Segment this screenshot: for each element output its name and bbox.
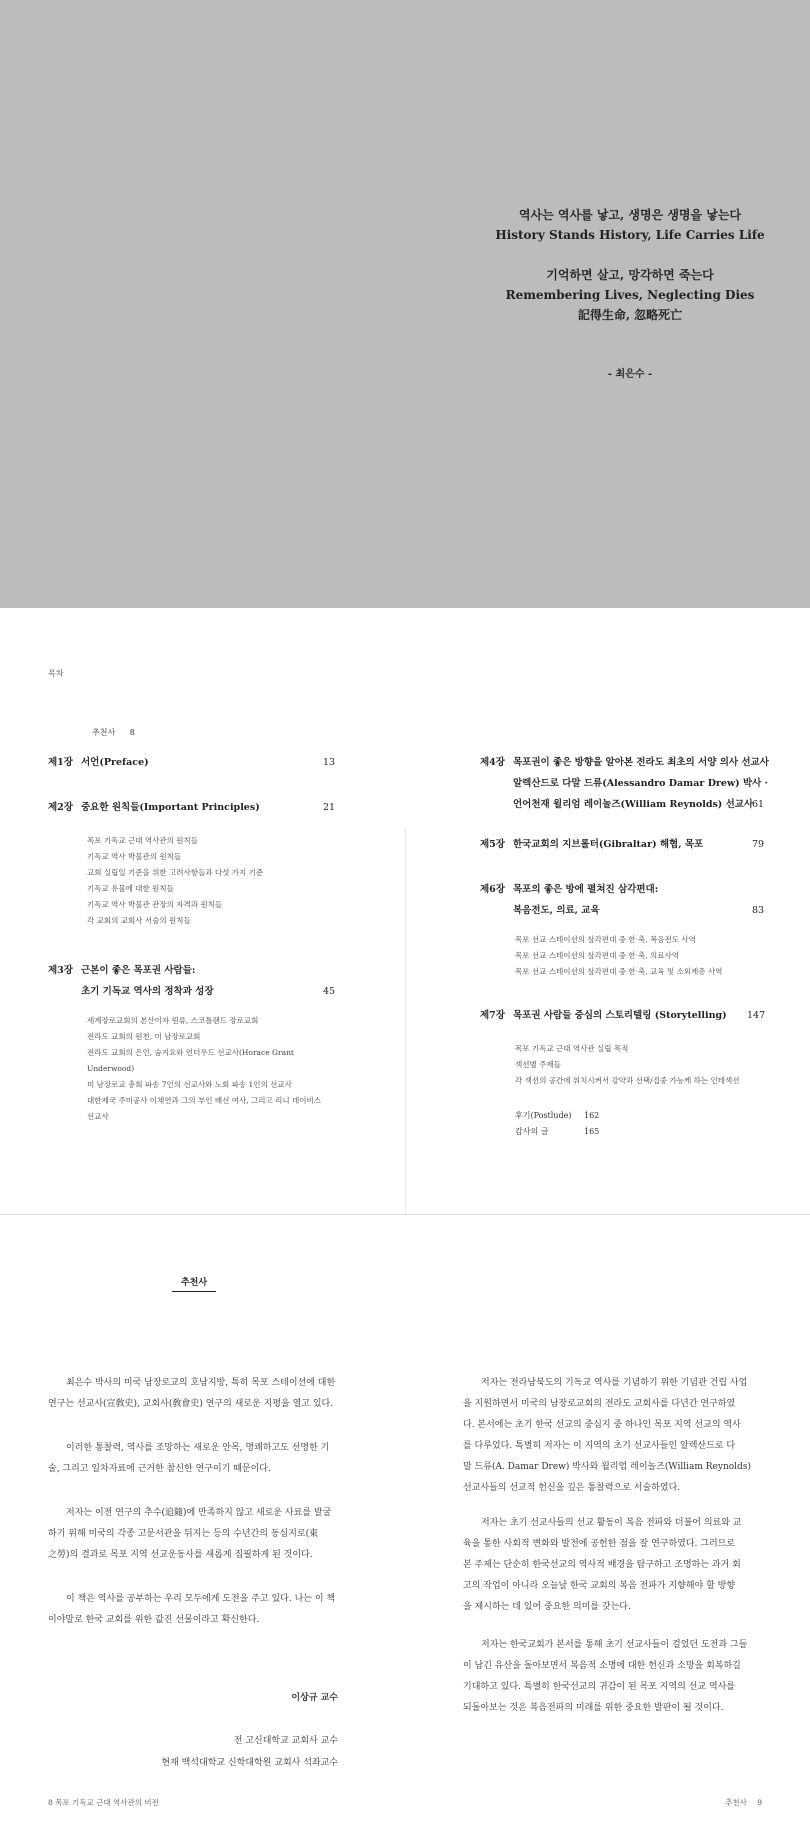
text-line: 이러한 통찰력, 역사를 조망하는 새로운 안목, 명쾌하고도 선명한 기	[66, 1443, 330, 1453]
chapter-title: 한국교회의 지브롤터(Gibraltar) 해협, 목포	[513, 839, 704, 850]
text-line: 저자는 초기 선교사들의 선교 활동이 복음 전파와 더불어 의료와 교	[481, 1518, 742, 1528]
left-paragraph-1	[48, 1373, 335, 1415]
text-line: 기대하고 있다. 특별히 한국선교의 귀감이 된 목포 지역의 선교 역사를	[463, 1682, 736, 1692]
section-item: 대한제국 주미공사 이채연과 그의 부인 배선 여사, 그리고 리니 데이비스	[87, 1096, 321, 1105]
section-item: 목포 선교 스테이션의 삼각편대 중 한 축, 교육 및 소외계층 사역	[515, 967, 723, 976]
motto-block-2	[470, 265, 790, 325]
text-line: 을 제시하는 데 있어 중요한 의미를 갖는다.	[463, 1602, 631, 1612]
section-item: 전라도 교회의 은인, 숨지요와 언더우드 선교사(Horace Grant	[87, 1048, 294, 1057]
text-line: 이 남긴 유산을 돌아보면서 복음적 소명에 대한 헌신과 소망을 회복하길	[463, 1661, 741, 1671]
section-item: 각 교회의 교회사 서술의 원칙들	[87, 916, 191, 925]
section-item: Underwood)	[87, 1064, 135, 1073]
signature-title-1: 전 고신대학교 교회사 교수	[233, 1736, 338, 1746]
section-item: 선교사	[87, 1112, 109, 1121]
chapter-number: 제7장	[480, 1010, 505, 1021]
section-item: 각 섹션의 공간에 위치시켜서 강약과 선택/집중 가능케 하는 인테섹션	[515, 1076, 740, 1085]
text-line: 저자는 한국교회가 본서를 통해 초기 선교사들이 걸었던 도전과 그들	[481, 1640, 748, 1650]
motto-english-2: Remembering Lives, Neglecting Dies	[505, 288, 755, 302]
chapter-6-sections	[515, 932, 722, 980]
section-item: 기독교 역사 박물관의 원칙들	[87, 852, 182, 861]
section-item: 기독교 유물에 대한 원칙들	[87, 884, 174, 893]
text-line: 최은수 박사의 미국 남장로교의 호남지방, 특히 목포 스테이션에 대한	[66, 1378, 336, 1388]
text-line: 하기 위해 미국의 각종 고문서관을 뒤지는 등의 수년간의 동심지로(東	[48, 1529, 319, 1539]
toc-label: 목차	[48, 669, 64, 678]
left-paragraph-4	[48, 1589, 335, 1631]
chapter-title-line1: 목포의 좋은 방에 펼쳐진 삼각편대:	[513, 884, 659, 895]
toc-recommend-label: 추천사	[92, 728, 116, 737]
toc-recommend[interactable]	[92, 725, 135, 741]
chapter-page: 61	[752, 799, 765, 810]
chapter-title-line1: 목포권이 좋은 방향을 알아본 전라도 최초의 서양 의사 선교사	[513, 757, 769, 768]
cover-page	[0, 0, 810, 608]
section-item: 목포 기독교 근대 역사관 실립 목적	[515, 1044, 629, 1053]
section-item: 목포 기독교 근대 역사관의 원칙들	[87, 836, 198, 845]
text-line: 선교사들의 선교적 헌신을 깊은 통찰력으로 서술하였다.	[463, 1483, 681, 1493]
chapter-3-sections	[87, 1013, 321, 1125]
chapter-number: 제1장	[48, 757, 73, 768]
text-line: 다. 본서에는 초기 한국 선교의 중심지 중 하나인 목포 지역 선교의 역사	[463, 1420, 741, 1430]
chapter-title-line1: 근본이 좋은 목포권 사람들:	[81, 965, 196, 976]
motto-korean-2: 기억하면 살고, 망각하면 죽는다	[546, 268, 714, 282]
text-line: 저자는 이전 연구의 추수(追隨)에 만족하지 않고 새로운 사료를 발굴	[66, 1508, 332, 1518]
foreword-page	[0, 1215, 810, 1821]
motto-chinese: 記得生命, 忽略死亡	[577, 308, 683, 322]
postlude-page: 162	[584, 1111, 600, 1120]
toc-thanks[interactable]	[515, 1124, 635, 1140]
chapter-page: 45	[323, 986, 336, 997]
chapter-title: 목포권 사람들 중심의 스토리텔링 (Storytelling)	[513, 1010, 727, 1021]
section-item: 기독교 역사 박물관 관장의 자격과 원칙들	[87, 900, 223, 909]
toc-postlude[interactable]	[515, 1108, 635, 1124]
section-item: 전라도 교회의 원천, 미 남장로교회	[87, 1032, 201, 1041]
motto-english: History Stands History, Life Carries Life	[495, 228, 765, 242]
toc-chapter-3[interactable]	[48, 960, 336, 1002]
chapter-number: 제5장	[480, 839, 505, 850]
chapter-title-line2: 알렉산드로 다말 드류(Alessandro Damar Drew) 박사 ·	[513, 778, 768, 789]
thanks-page: 165	[584, 1127, 600, 1136]
text-line: 연구는 선교사(宣敎史), 교회사(敎會史) 연구의 새로운 지평을 열고 있다.	[48, 1399, 334, 1409]
text-line: 을 지원하면서 미국의 남장로교회의 전라도 교회사를 다년간 연구하였	[463, 1399, 736, 1409]
chapter-page: 83	[752, 905, 765, 916]
footer-page-number: 9	[757, 1798, 762, 1807]
section-item: 세계장로교회의 본산이자 원류, 스코틀랜드 장로교회	[87, 1016, 259, 1025]
foreword-title: 추천사	[172, 1275, 216, 1292]
footer-right-label: 추천사	[725, 1798, 747, 1807]
chapter-page: 147	[747, 1010, 766, 1021]
left-paragraph-3	[48, 1503, 331, 1566]
toc-chapter-6[interactable]	[480, 879, 765, 921]
postlude-label: 후기(Postlude)	[515, 1111, 572, 1120]
chapter-title-line2: 복음전도, 의료, 교육	[513, 905, 600, 916]
text-line: 이 책은 역사를 공부하는 우리 모두에게 도전을 주고 있다. 나는 이 책	[66, 1594, 336, 1604]
signature-name: 이상규 교수	[291, 1693, 338, 1703]
chapter-title-line3: 언어천재 윌리엄 레이놀즈(William Reynolds) 선교사	[513, 799, 754, 810]
right-paragraph-3	[463, 1635, 747, 1719]
text-line: 저자는 전라남북도의 기독교 역사를 기념하기 위한 기념관 건립 사업	[481, 1378, 748, 1388]
right-paragraph-2	[463, 1513, 742, 1618]
cover-author: - 최은수 -	[607, 369, 653, 380]
chapter-7-sections	[515, 1041, 739, 1089]
chapter-number: 제2장	[48, 802, 73, 813]
footer-right	[725, 1797, 762, 1808]
chapter-title-line2: 초기 기독교 역사의 정착과 성장	[81, 986, 214, 997]
toc-chapter-4[interactable]	[480, 752, 769, 815]
chapter-title: 서언(Preface)	[81, 757, 149, 768]
chapter-page: 21	[323, 802, 336, 813]
text-line: 본 주제는 단순히 한국선교의 역사적 배경을 탐구하고 조명하는 과거 회	[463, 1560, 741, 1570]
section-item: 교회 실립일 기준을 위한 고려사항들과 다섯 가지 기준	[87, 868, 264, 877]
footer-left: 8 목포 기독교 근대 역사관의 비전	[48, 1798, 159, 1807]
text-line: 되돌아보는 것은 복음전파의 미래를 위한 중요한 발판이 될 것이다.	[463, 1703, 724, 1713]
chapter-page: 13	[323, 757, 336, 768]
chapter-number: 제6장	[480, 884, 505, 895]
chapter-page: 79	[752, 839, 765, 850]
text-line: 술, 그리고 일차자료에 근거한 참신한 연구이기 때문이다.	[48, 1464, 271, 1474]
text-line: 를 다루었다. 특별히 저자는 이 지역의 초기 선교사들인 알렉산드로 다	[463, 1441, 736, 1451]
chapter-number: 제4장	[480, 757, 505, 768]
column-divider	[405, 828, 406, 1218]
signature-title-2: 현재 백석대학교 신학대학원 교회사 석좌교수	[161, 1758, 338, 1768]
toc-recommend-page: 8	[129, 728, 135, 737]
text-line: 육을 통한 사회적 변화와 발전에 공헌한 점을 잘 연구하였다. 그러므로	[463, 1539, 736, 1549]
section-item: 목포 선교 스테이션의 삼각편대 중 한 축, 의료사역	[515, 951, 679, 960]
thanks-label: 감사의 글	[515, 1127, 549, 1136]
text-line: 之勞)의 결과로 목포 지역 선교운동사를 새롭게 집필하게 된 것이다.	[48, 1550, 313, 1560]
text-line: 이야말로 한국 교회를 위한 값진 선물이라고 확신한다.	[48, 1615, 260, 1625]
motto-korean: 역사는 역사를 낳고, 생명은 생명을 낳는다	[518, 208, 742, 222]
left-paragraph-2	[48, 1438, 329, 1480]
right-paragraph-1	[463, 1373, 751, 1499]
text-line: 고의 작업이 아니라 오늘날 한국 교회의 복음 전파가 지향해야 할 방향	[463, 1581, 736, 1591]
chapter-number: 제3장	[48, 965, 73, 976]
toc-page	[0, 608, 810, 1214]
section-item: 목포 선교 스테이션의 삼각편대 중 한 축, 복음전도 사역	[515, 935, 696, 944]
section-item: 미 남장로교 총회 파송 7인의 선교사와 노회 파송 1인의 선교사	[87, 1080, 292, 1089]
motto-block-1	[470, 205, 790, 245]
text-line: 말 드류(A. Damar Drew) 박사와 윌리엄 레이놀즈(William Reynolds)	[463, 1462, 751, 1472]
section-item: 섹션별 주제들	[515, 1060, 561, 1069]
chapter-2-sections	[87, 833, 263, 929]
chapter-title: 중요한 원칙들(Important Principles)	[81, 802, 260, 813]
